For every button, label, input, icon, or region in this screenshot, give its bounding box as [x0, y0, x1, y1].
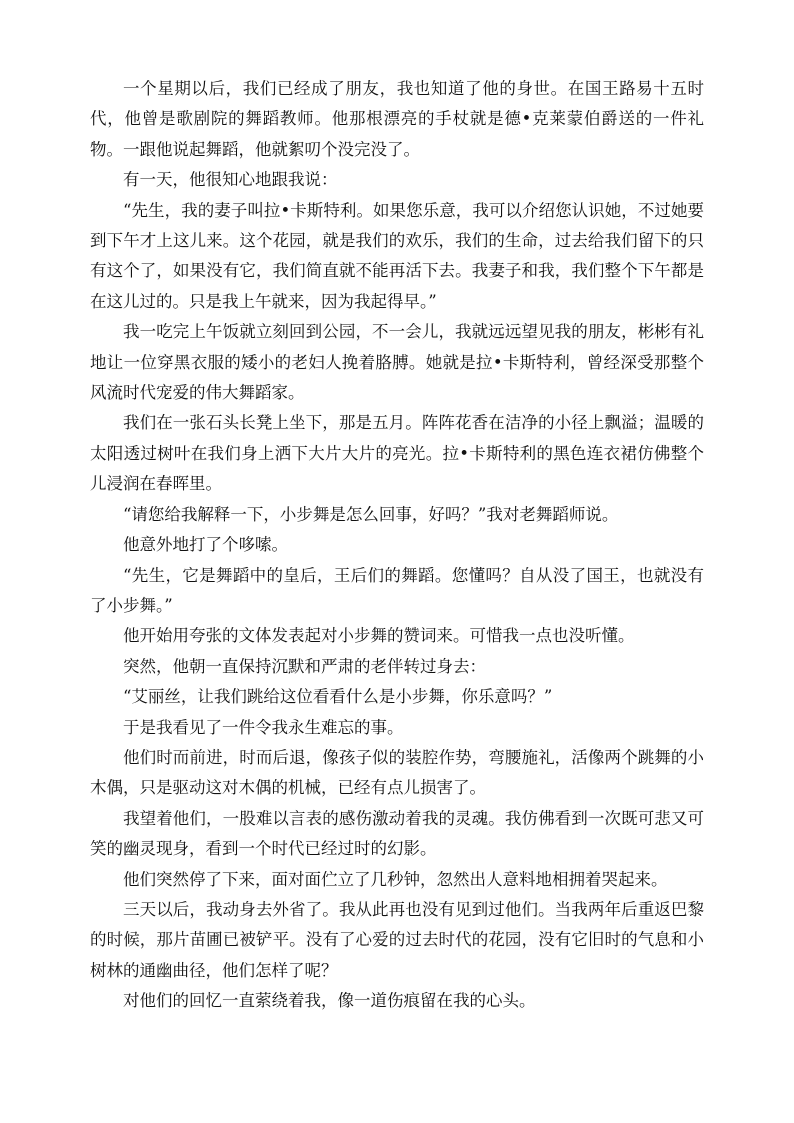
paragraph-11: “艾丽丝，让我们跳给这位看看什么是小步舞，你乐意吗？”: [123, 687, 553, 707]
paragraph-13: 他们时而前进，时而后退，像孩子似的装腔作势，弯腰施礼，活像两个跳舞的小木偶，只是驱动这对木偶的机械，已经有点儿损害了。: [90, 747, 704, 798]
paragraph-10: 突然，他朝一直保持沉默和严肃的老伴转过身去：: [123, 656, 486, 676]
paragraph-1: 一个星期以后，我们已经成了朋友，我也知道了他的身世。在国王路易十五时代，他曾是歌剧院的舞蹈教师。他那根漂亮的手杖就是德•克莱蒙伯爵送的一件礼物。一跟他说起舞蹈，他就絮叨个没完没了。: [90, 79, 704, 159]
paragraph-17: 对他们的回忆一直萦绕着我，像一道伤痕留在我的心头。: [123, 991, 536, 1011]
paragraph-2: 有一天，他很知心地跟我说：: [123, 170, 338, 190]
paragraph-6: “请您给我解释一下，小步舞是怎么回事，好吗？”我对老舞蹈师说。: [123, 504, 619, 524]
paragraph-12: 于是我看见了一件令我永生难忘的事。: [123, 717, 404, 737]
paragraph-15: 他们突然停了下来，面对面伫立了几秒钟，忽然出人意料地相拥着哭起来。: [123, 869, 668, 889]
paragraph-4: 我一吃完上午饭就立刻回到公园，不一会儿，我就远远望见我的朋友，彬彬有礼地让一位穿黑衣服的矮小的老妇人挽着胳膊。她就是拉•卡斯特利，曾经深受那整个风流时代宠爱的伟大舞蹈家。: [90, 322, 704, 403]
paragraph-7: 他意外地打了个哆嗦。: [123, 535, 288, 555]
paragraph-14: 我望着他们，一股难以言表的感伤激动着我的灵魂。我仿佛看到一次既可悲又可笑的幽灵现身，看到一个时代已经过时的幻影。: [90, 808, 704, 859]
paragraph-3: “先生，我的妻子叫拉•卡斯特利。如果您乐意，我可以介绍您认识她，不过她要到下午才上这儿来。这个花园，就是我们的欢乐，我们的生命，过去给我们留下的只有这个了，如果没有它，我们简直就不能再活下去。我妻子和我，我们整个下午都是在这儿过的。只是我上午就来，因为我起得早。”: [90, 200, 704, 311]
document-page: [90, 74, 704, 1017]
paragraph-8: “先生，它是舞蹈中的皇后，王后们的舞蹈。您懂吗？自从没了国王，也就没有了小步舞。”: [90, 565, 704, 615]
paragraph-16: 三天以后，我动身去外省了。我从此再也没有见到过他们。当我两年后重返巴黎的时候，那片苗圃已被铲平。没有了心爱的过去时代的花园，没有它旧时的气息和小树林的通幽曲径，他们怎样了呢？: [90, 899, 704, 980]
paragraph-5: 我们在一张石头长凳上坐下，那是五月。阵阵花香在洁净的小径上飘溢；温暖的太阳透过树叶在我们身上洒下大片大片的亮光。拉•卡斯特利的黑色连衣裙仿佛整个儿浸润在春晖里。: [90, 413, 704, 494]
paragraph-9: 他开始用夸张的文体发表起对小步舞的赞词来。可惜我一点也没听懂。: [123, 626, 635, 646]
